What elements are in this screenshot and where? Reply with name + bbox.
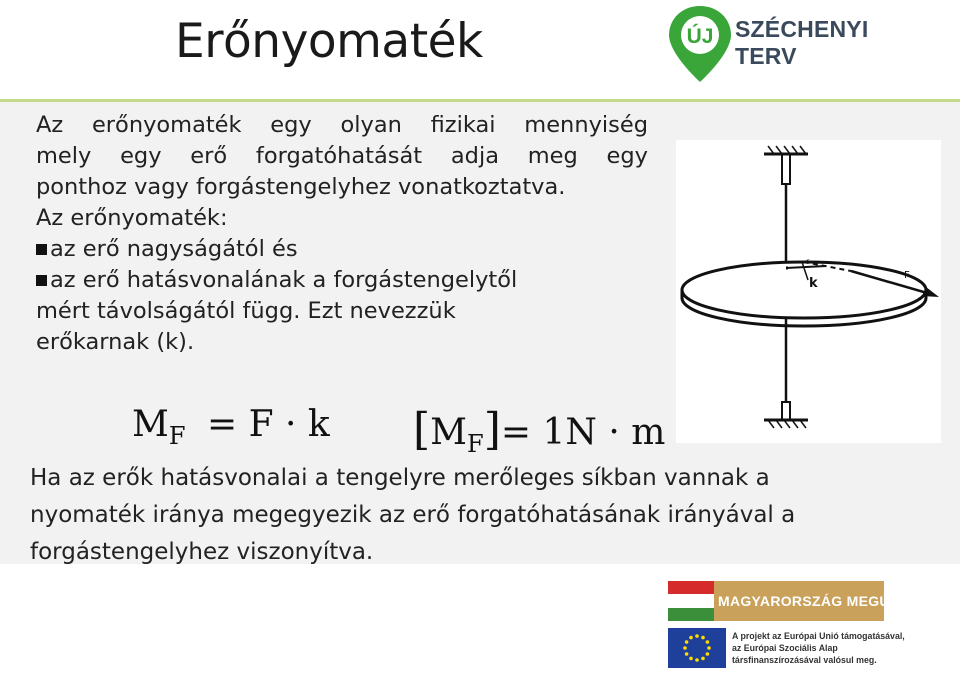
intro-line: mely egy erő forgatóhatását adja meg egy (36, 143, 648, 169)
eu-flag-icon (668, 628, 726, 668)
location-pin-icon (665, 2, 735, 88)
list-item (36, 234, 648, 265)
logo-text: SZÉCHENYI TERV (735, 16, 869, 69)
formula-subscript: F (168, 422, 186, 450)
eu-note-line: társfinanszírozásával valósul meg. (732, 655, 877, 665)
intro-paragraph (36, 110, 648, 358)
rotating-disc (682, 262, 926, 326)
eu-note-line: A projekt az Európai Unió támogatásával, (732, 631, 905, 641)
bottom-line: forgástengelyhez viszonyítva. (30, 539, 374, 565)
list-item-text: az erő nagyságától és (50, 236, 298, 262)
hungarian-flag-icon (668, 581, 714, 621)
page-title: Erőnyomaték (175, 14, 483, 69)
formula-symbol: M (132, 404, 169, 445)
radius-label: r (806, 257, 810, 266)
square-bullet-icon (36, 275, 47, 286)
bottom-line: nyomaték iránya megegyezik az erő forgatóhatásának irányával a (30, 502, 796, 528)
list-item (36, 265, 648, 296)
square-bullet-icon (36, 244, 47, 255)
arm-label: k (809, 276, 818, 291)
header (0, 0, 960, 98)
bottom-support (764, 318, 808, 428)
torque-formula (132, 404, 330, 450)
banner-text: MAGYARORSZÁG MEGÚJUL (718, 593, 918, 609)
unit-formula (413, 404, 665, 458)
list-item-text: az erő hatásvonalának a forgástengelytől (50, 267, 518, 293)
formula-bracket: [ (413, 404, 431, 455)
list-continuation: erőkarnak (k). (36, 329, 195, 355)
formula-bracket: ] (483, 404, 501, 455)
eu-note-line: az Európai Szociális Alap (732, 643, 838, 653)
top-support (764, 146, 808, 266)
intro-line: ponthoz vagy forgástengelyhez vonatkoztatva. (36, 174, 566, 200)
list-continuation: mért távolságától függ. Ezt nevezzük (36, 298, 456, 324)
eu-funding-note (732, 630, 952, 666)
bottom-paragraph (30, 460, 930, 571)
formula-symbol: M (430, 412, 468, 453)
magyarorszag-banner (668, 581, 918, 621)
torque-diagram (676, 140, 941, 443)
force-label: F (904, 270, 910, 281)
list-intro: Az erőnyomaték: (36, 205, 228, 231)
szechenyi-logo (665, 2, 935, 88)
formula-rhs: = 1N · m (500, 412, 666, 453)
intro-line: Az erőnyomaték egy olyan fizikai mennyiség (36, 112, 648, 138)
logo-mark: ÚJ (686, 25, 714, 48)
formula-subscript: F (467, 430, 484, 458)
bottom-line: Ha az erők hatásvonalai a tengelyre merőleges síkban vannak a (30, 465, 770, 491)
formula-rhs: = F · k (206, 404, 330, 445)
